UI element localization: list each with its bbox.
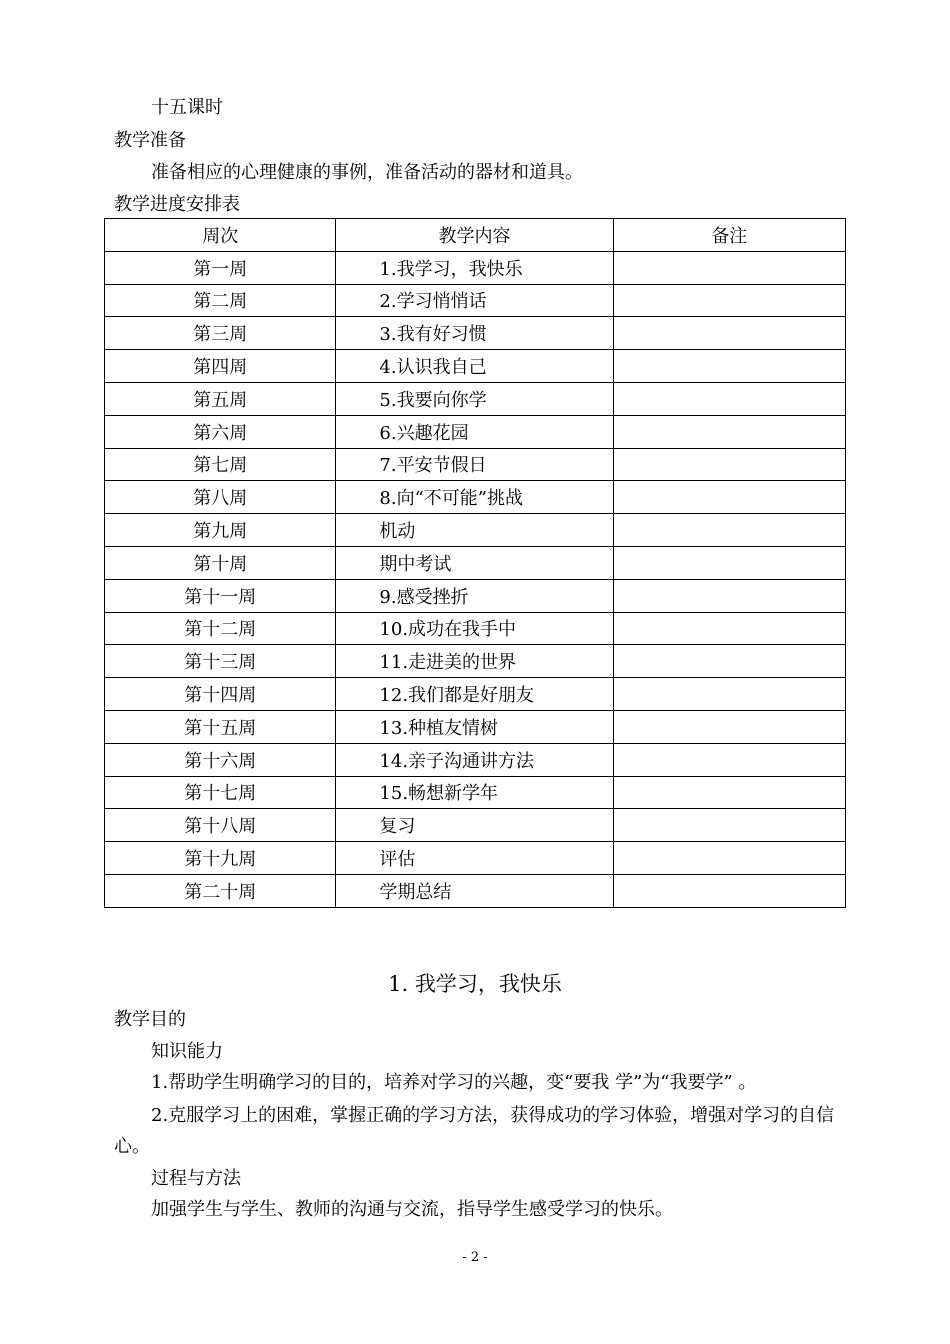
- content-cell: 15.畅想新学年: [336, 776, 613, 809]
- remarks-cell: [613, 514, 845, 547]
- header-content: 教学内容: [336, 219, 613, 252]
- table-row: [105, 317, 846, 350]
- week-cell: 第五周: [105, 382, 336, 415]
- table-row: [105, 546, 846, 579]
- table-row: [105, 743, 846, 776]
- week-cell: 第三周: [105, 317, 336, 350]
- content-cell: 期中考试: [336, 546, 613, 579]
- content-cell: 10.成功在我手中: [336, 612, 613, 645]
- process-text: 加强学生与学生、教师的沟通与交流，指导学生感受学习的快乐。: [151, 1199, 673, 1220]
- week-cell: 第十二周: [105, 612, 336, 645]
- page-number: - 2 -: [462, 1250, 488, 1265]
- remarks-cell: [613, 448, 845, 481]
- table-row: [105, 710, 846, 743]
- class-hours: 十五课时: [151, 97, 223, 118]
- table-row: [105, 579, 846, 612]
- week-cell: 第一周: [105, 251, 336, 284]
- week-cell: 第十三周: [105, 645, 336, 678]
- content-cell: 12.我们都是好朋友: [336, 678, 613, 711]
- week-cell: 第十周: [105, 546, 336, 579]
- remarks-cell: [613, 382, 845, 415]
- content-cell: 9.感受挫折: [336, 579, 613, 612]
- content-cell: 1.我学习，我快乐: [336, 251, 613, 284]
- content-cell: 7.平安节假日: [336, 448, 613, 481]
- knowledge-heading: 知识能力: [151, 1041, 223, 1062]
- week-cell: 第十七周: [105, 776, 336, 809]
- remarks-cell: [613, 546, 845, 579]
- content-cell: 6.兴趣花园: [336, 415, 613, 448]
- content-cell: 4.认识我自己: [336, 350, 613, 383]
- remarks-cell: [613, 842, 845, 875]
- week-cell: 第二十周: [105, 874, 336, 907]
- remarks-cell: [613, 743, 845, 776]
- remarks-cell: [613, 809, 845, 842]
- goal-point-1: 1.帮助学生明确学习的目的，培养对学习的兴趣，变“要我 学”为“我要学” 。: [151, 1072, 757, 1093]
- remarks-cell: [613, 251, 845, 284]
- table-row: [105, 678, 846, 711]
- goal-heading: 教学目的: [114, 1009, 186, 1030]
- lesson-title: 1. 我学习，我快乐: [388, 972, 562, 996]
- remarks-cell: [613, 415, 845, 448]
- week-cell: 第十六周: [105, 743, 336, 776]
- table-row: [105, 645, 846, 678]
- content-cell: 8.向“不可能”挑战: [336, 481, 613, 514]
- table-row: [105, 514, 846, 547]
- week-cell: 第十四周: [105, 678, 336, 711]
- table-row: [105, 415, 846, 448]
- goal-point-2: 2.克服学习上的困难，掌握正确的学习方法，获得成功的学习体验，增强对学习的自信心。: [114, 1105, 835, 1157]
- table-row: [105, 481, 846, 514]
- content-cell: 5.我要向你学: [336, 382, 613, 415]
- prep-heading: 教学准备: [114, 130, 186, 151]
- remarks-cell: [613, 710, 845, 743]
- content-cell: 机动: [336, 514, 613, 547]
- schedule-heading: 教学进度安排表: [114, 194, 240, 215]
- content-cell: 11.走进美的世界: [336, 645, 613, 678]
- remarks-cell: [613, 678, 845, 711]
- week-cell: 第十八周: [105, 809, 336, 842]
- content-cell: 学期总结: [336, 874, 613, 907]
- week-cell: 第九周: [105, 514, 336, 547]
- table-row: [105, 284, 846, 317]
- table-row: [105, 842, 846, 875]
- table-row: [105, 776, 846, 809]
- remarks-cell: [613, 579, 845, 612]
- content-cell: 评估: [336, 842, 613, 875]
- week-cell: 第十五周: [105, 710, 336, 743]
- content-cell: 复习: [336, 809, 613, 842]
- schedule-table: [104, 218, 846, 908]
- week-cell: 第四周: [105, 350, 336, 383]
- remarks-cell: [613, 481, 845, 514]
- week-cell: 第八周: [105, 481, 336, 514]
- remarks-cell: [613, 874, 845, 907]
- header-remarks: 备注: [613, 219, 845, 252]
- header-week: 周次: [105, 219, 336, 252]
- week-cell: 第十九周: [105, 842, 336, 875]
- table-row: [105, 874, 846, 907]
- content-cell: 13.种植友情树: [336, 710, 613, 743]
- week-cell: 第七周: [105, 448, 336, 481]
- table-row: [105, 448, 846, 481]
- table-row: [105, 612, 846, 645]
- prep-text: 准备相应的心理健康的事例，准备活动的器材和道具。: [151, 162, 583, 183]
- content-cell: 3.我有好习惯: [336, 317, 613, 350]
- table-header-row: [105, 219, 846, 252]
- table-row: [105, 382, 846, 415]
- table-row: [105, 809, 846, 842]
- week-cell: 第十一周: [105, 579, 336, 612]
- content-cell: 2.学习悄悄话: [336, 284, 613, 317]
- remarks-cell: [613, 317, 845, 350]
- process-heading: 过程与方法: [151, 1168, 241, 1189]
- remarks-cell: [613, 284, 845, 317]
- remarks-cell: [613, 645, 845, 678]
- table-row: [105, 350, 846, 383]
- content-cell: 14.亲子沟通讲方法: [336, 743, 613, 776]
- week-cell: 第六周: [105, 415, 336, 448]
- remarks-cell: [613, 612, 845, 645]
- week-cell: 第二周: [105, 284, 336, 317]
- remarks-cell: [613, 350, 845, 383]
- table-row: [105, 251, 846, 284]
- remarks-cell: [613, 776, 845, 809]
